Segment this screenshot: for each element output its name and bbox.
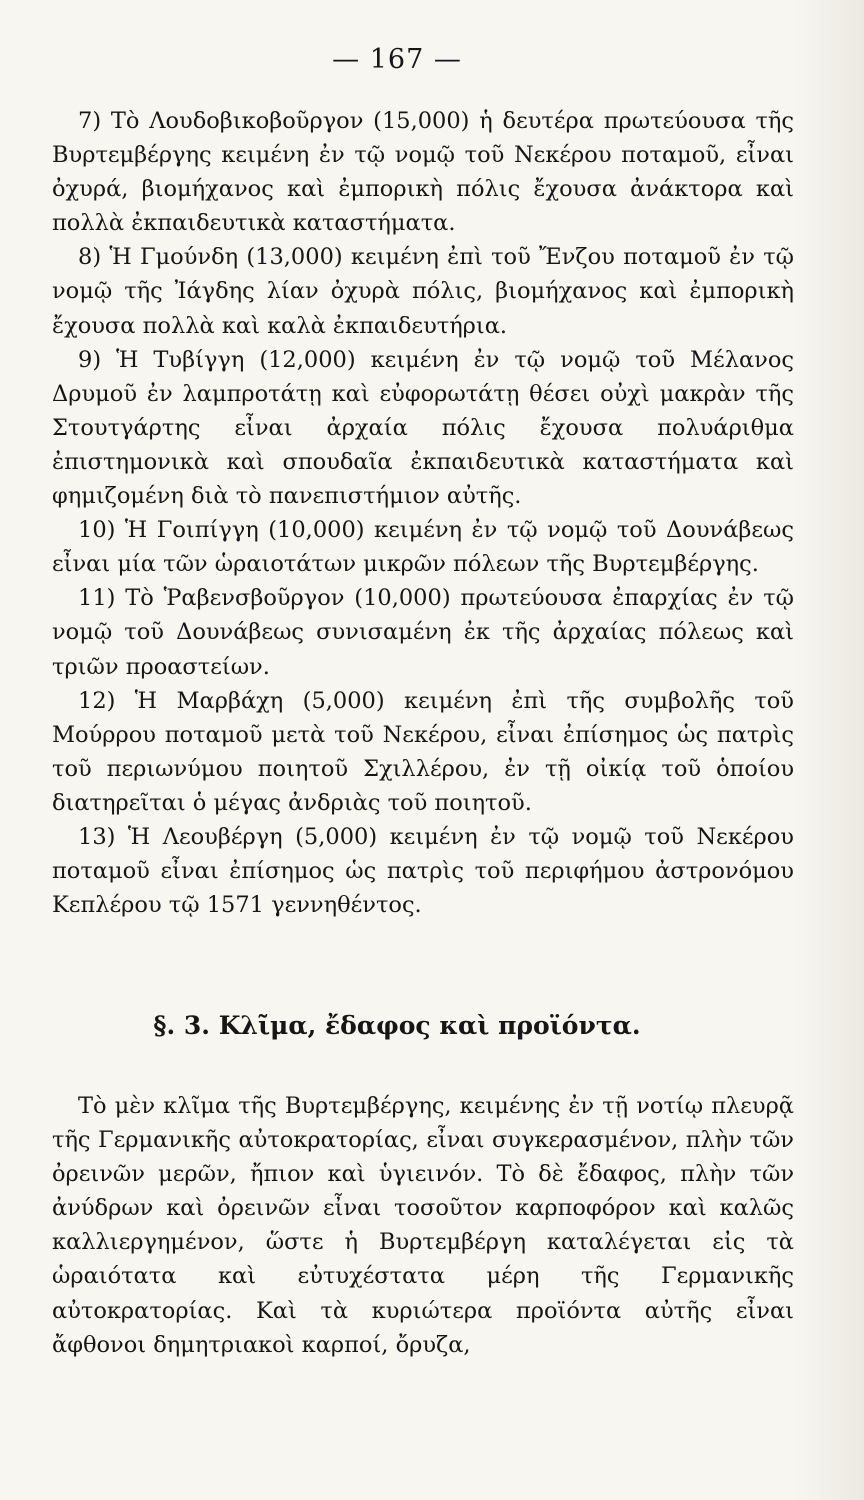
paragraph-climate: Τὸ μὲν κλῖμα τῆς Βυρτεμβέργης, κειμένης ἐν τῇ νοτίῳ πλευρᾷ τῆς Γερμανικῆς αὐτοκρατορίας, εἶναι συγκερασμένον, πλὴν τῶν ὀρεινῶν μερῶν, ἤπιον καὶ ὑγιεινόν. Τὸ δὲ ἔδαφος, πλὴν τῶν ἀνύδρων καὶ ὀρεινῶν εἶναι τοσοῦτον καρποφόρον καὶ καλῶς καλλιεργημένον, ὥστε ἡ Βυρτεμβέργη καταλέγεται εἰς τὰ ὡραιότατα καὶ εὐτυχέστατα μέρη τῆς Γερμανικῆς αὐτοκρατορίας. Καὶ τὰ κυριώτερα προϊόντα αὐτῆς εἶναι ἄφθονοι δημητριακοὶ καρποί, ὄρυζα, <box>52 1093 794 1358</box>
paragraph-ravensburg: 11) Τὸ Ῥαβενσβοῦργον (10,000) πρωτεύουσα ἐπαρχίας ἐν τῷ νομῷ τοῦ Δουνάβεως συνισαμένη ἐκ τῆς ἀρχαίας πόλεως καὶ τριῶν προαστείων. <box>52 585 794 680</box>
page-number: — 167 — <box>332 44 462 75</box>
section-body <box>52 1089 794 1362</box>
city-list <box>52 104 794 922</box>
paragraph-ludwigsburg: 7) Τὸ Λουδοβικοβοῦργον (15,000) ἡ δευτέρα πρωτεύουσα τῆς Βυρτεμβέργης κειμένη ἐν τῷ νομῷ τοῦ Νεκέρου ποταμοῦ, εἶναι ὀχυρά, βιομήχανος καὶ ἐμπορικὴ πόλις ἔχουσα ἀνάκτορα καὶ πολλὰ ἐκπαιδευτικὰ καταστήματα. <box>52 108 794 237</box>
page-edge-shading <box>794 0 864 1500</box>
paragraph-gmund: 8) Ἡ Γμούνδη (13,000) κειμένη ἐπὶ τοῦ Ἔνζου ποταμοῦ ἐν τῷ νομῷ τῆς Ἰάγδης λίαν ὀχυρὰ πόλις, βιομήχανος καὶ ἐμπορικὴ ἔχουσα πολλὰ καὶ καλὰ ἐκπαιδευτήρια. <box>52 244 794 339</box>
section-heading: §. 3. Κλῖμα, ἔδαφος καὶ προϊόντα. <box>153 1011 641 1040</box>
paragraph-leonberg: 13) Ἡ Λεουβέργη (5,000) κειμένη ἐν τῷ νομῷ τοῦ Νεκέρου ποταμοῦ εἶναι ἐπίσημος ὡς πατρὶς τοῦ περιφήμου ἀστρονόμου Κεπλέρου τῷ 1571 γεννηθέντος. <box>52 823 794 919</box>
paragraph-goppingen: 10) Ἡ Γοιπίγγη (10,000) κειμένη ἐν τῷ νομῷ τοῦ Δουνάβεως εἶναι μία τῶν ὡραιοτάτων μικρῶν πόλεων τῆς Βυρτεμβέργης. <box>52 517 794 578</box>
paragraph-marbach: 12) Ἡ Μαρβάχη (5,000) κειμένη ἐπὶ τῆς συμβολῆς τοῦ Μούρρου ποταμοῦ μετὰ τοῦ Νεκέρου, εἶναι ἐπίσημος ὡς πατρὶς τοῦ περιωνύμου ποιητοῦ Σχιλλέρου, ἐν τῇ οἰκίᾳ τοῦ ὁποίου διατηρεῖται ὁ μέγας ἀνδριὰς τοῦ ποιητοῦ. <box>52 687 794 816</box>
paragraph-tubingen: 9) Ἡ Τυβίγγη (12,000) κειμένη ἐν τῷ νομῷ τοῦ Μέλανος Δρυμοῦ ἐν λαμπροτάτῃ καὶ εὐφορωτάτῃ θέσει οὐχὶ μακρὰν τῆς Στουτγάρτης εἶναι ἀρχαία πόλις ἔχουσα πολυάριθμα ἐπιστημονικὰ καὶ σπουδαῖα ἐκπαιδευτικὰ καταστήματα καὶ φημιζομένη διὰ τὸ πανεπιστήμιον αὐτῆς. <box>52 346 794 510</box>
